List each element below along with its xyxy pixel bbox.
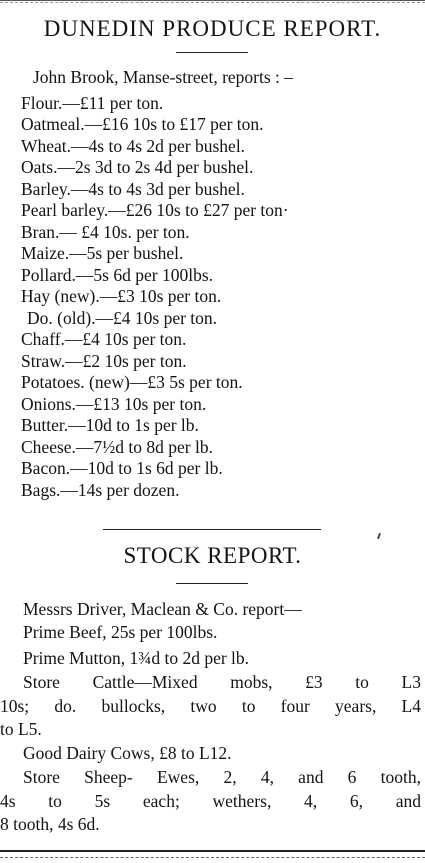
produce-item: Pearl barley.—£26 10s to £27 per ton· (21, 200, 289, 220)
section-separator (103, 529, 321, 530)
bottom-rule (0, 857, 425, 858)
produce-item: Flour.—£11 per ton. (21, 93, 164, 113)
stock-line: Store Cattle—Mixed mobs, £3 to L3 (23, 672, 421, 692)
stock-report-title: STOCK REPORT. (123, 543, 302, 568)
produce-item: Maize.—5s per bushel. (21, 243, 184, 263)
produce-item: Wheat.—4s to 4s 2d per bushel. (21, 136, 246, 156)
stock-line: 4s to 5s each; wethers, 4, 6, and (0, 791, 421, 811)
produce-intro: John Brook, Manse-street, reports : – (33, 67, 294, 87)
title-rule (176, 52, 248, 53)
stock-line: Prime Mutton, 1¾d to 2d per lb. (23, 648, 250, 668)
stock-line: Prime Beef, 25s per 100lbs. (23, 622, 218, 642)
produce-item: Cheese.—7½d to 8d per lb. (21, 437, 213, 457)
produce-item: Bran.— £4 10s. per ton. (21, 222, 190, 242)
top-rule (0, 0, 425, 3)
produce-item: Onions.—£13 10s per ton. (21, 394, 207, 414)
produce-item: Bags.—14s per dozen. (21, 480, 180, 500)
stock-line: Messrs Driver, Maclean & Co. report— (23, 599, 302, 619)
produce-item: Do. (old).—£4 10s per ton. (27, 308, 218, 328)
stock-line: Good Dairy Cows, £8 to L12. (23, 743, 232, 763)
stock-line: Store Sheep- Ewes, 2, 4, and 6 tooth, (23, 767, 421, 787)
produce-item: Hay (new).—£3 10s per ton. (21, 286, 222, 306)
stock-line: 8 tooth, 4s 6d. (0, 814, 100, 834)
produce-item: Oatmeal.—£16 10s to £17 per ton. (21, 114, 264, 134)
bottom-rule (0, 850, 425, 852)
produce-item: Chaff.—£4 10s per ton. (21, 329, 187, 349)
produce-item: Butter.—10d to 1s per lb. (21, 415, 199, 435)
produce-item: Straw.—£2 10s per ton. (21, 351, 187, 371)
produce-item: Oats.—2s 3d to 2s 4d per bushel. (21, 157, 254, 177)
produce-item: Pollard.—5s 6d per 100lbs. (21, 265, 214, 285)
print-speck (377, 533, 381, 539)
produce-item: Barley.—4s to 4s 3d per bushel. (21, 179, 245, 199)
title-rule (176, 583, 248, 584)
stock-line: 10s; do. bullocks, two to four years, L4 (0, 696, 421, 716)
stock-line: to L5. (0, 719, 42, 739)
produce-report-title: DUNEDIN PRODUCE REPORT. (43, 16, 382, 41)
produce-item: Bacon.—10d to 1s 6d per lb. (21, 458, 223, 478)
produce-item: Potatoes. (new)—£3 5s per ton. (21, 372, 243, 392)
